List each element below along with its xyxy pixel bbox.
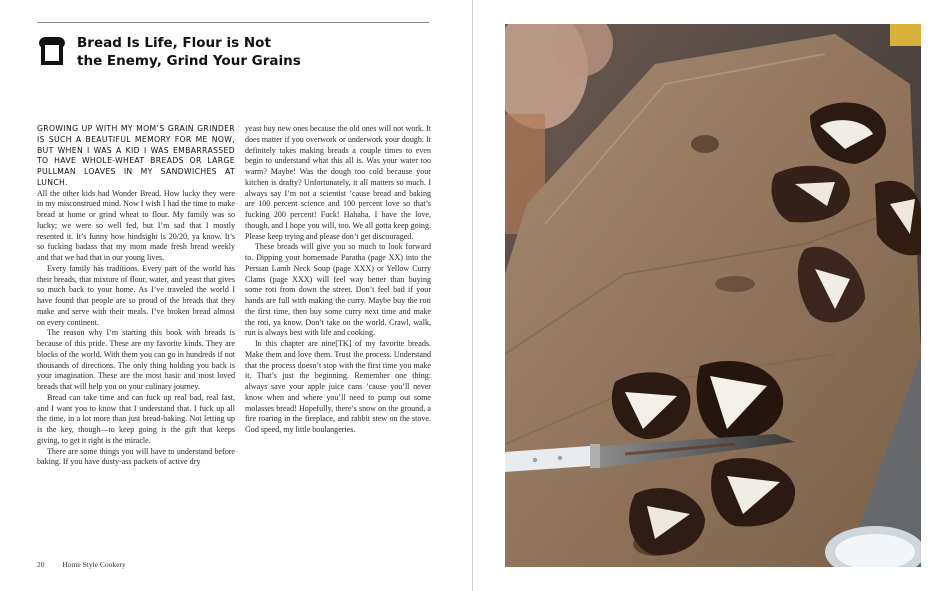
running-title: Home Style Cookery [62, 560, 126, 569]
bread-photo [505, 24, 921, 567]
lead-paragraph [37, 124, 235, 264]
text-column-left [37, 124, 235, 468]
chapter-title-line-2: the Enemy, Grind Your Grains [77, 53, 301, 69]
paragraph-3: The reason why I’m starting this book with breads is because of this pride. These are my favorite kinds. They are blocks of the world. With them you can go in hundreds if not thousands of directions. The only thing holding you back is your imagination. These are the most basic and most loved breads that will help you on your culinary journey. [37, 328, 235, 391]
top-rule [37, 22, 429, 23]
page-number: 20 [37, 560, 45, 569]
left-page [0, 0, 472, 591]
bread-slice-icon [37, 36, 67, 67]
page-footer [37, 560, 126, 569]
paragraph-8: In this chapter are nine[TK] of my favorite breads. Make them and love them. Trust the process. Understand that the process doesn’t stop with the first time you make it. That’s just the beginning. Remember one thing: always save your apple juice cans ’cause you’ll never know when and where you’ll need to pump out some molasses bread! Hopefully, there’s snow on the ground, a fire roaring in the fireplace, and rabbit stew on the stove. God speed, my little boulangeries. [245, 339, 431, 434]
paragraph-4: Bread can take time and can fuck up real bad, real fast, and I want you to know that I understand that. I fuck up all the time, in a lot more than just bread-baking. Not letting up is the key, though—to keep going is the gift that keeps giving, to get it right is the miracle. [37, 392, 235, 445]
chapter-title [77, 34, 437, 70]
paragraph-1: All the other kids had Wonder Bread. How lucky they were in my misconstrued mind. Now I wish I had the time to make bread at home or grind wheat to flour. My family was so lucky; we were so well fed, but I’m sad that I mostly resented it. It’s funny how hindsight is 20/20, ya know. It’s so fucking badass that my mom made fresh bread weekly and that we had that in our young lives. [37, 188, 235, 262]
lead-in-text: GROWING UP WITH MY MOM’S GRAIN GRINDER IS SUCH A BEAUTIFUL MEMORY FOR ME NOW, BUT WHEN I WAS A KID I WAS EMBARRASSED TO HAVE WHOLE-WHEAT BREADS OR LARGE PULLMAN LOAVES IN MY SANDWICHES AT LUNCH. [37, 124, 235, 187]
paragraph-5: There are some things you will have to understand before baking. If you have dusty-ass packets of active dry [37, 446, 235, 467]
chapter-title-line-1: Bread Is Life, Flour is Not [77, 35, 271, 51]
text-column-right [245, 124, 431, 436]
paragraph-6: yeast buy new ones because the old ones will not work. It does matter if you overwork or underwork your dough. It definitely takes making breads a couple times to even begin to understand what this all is. Was your water too warm? Maybe! Was the dough too cold because your kitchen is drafty? Unfortunately, it all matters so much. I always say I’m not a scientist ’cause bread and baking are 100 percent science and 100 percent love so that’s fucking 200 percent! Fuck! Hahaha. I have the love, though, and I hope you will, too. We all gotta keep going. Please keep trying and please don’t get discouraged. [245, 124, 431, 241]
paragraph-7: These breads will give you so much to look forward to. Dipping your homemade Paratha (page XX) into the Persian Lamb Neck Soup (page XXX) or Yellow Curry Clams (page XXX) will feel way better than buying some roti from down the street. Don’t feel bad if your hands are full with making the curry. Maybe buy the roti the first time, then buy some curry next time and make the roti, ya know. Don’t take on the world. Crawl, walk, run is always best with life and cooking. [245, 242, 431, 338]
paragraph-2: Every family has traditions. Every part of the world has their breads, that mixture of flour, water, and yeast that gives so much back to your home. As I’ve traveled the world I have found that people are so proud of the breads that they make and serve with their meals. I’ve broken bread almost on every continent. [37, 263, 235, 327]
